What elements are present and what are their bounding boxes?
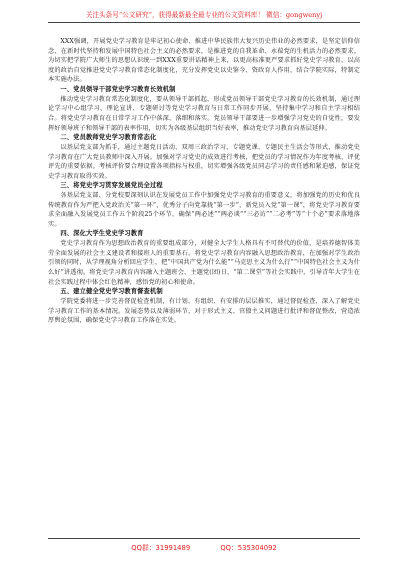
footer-qq-group: QQ群：31991489: [131, 544, 191, 552]
section-paragraph-1: 推动党史学习教育常态化制度化，要从领导干部抓起，形成党员领导干部党史学习教育的长效机制，通过理论学习中心组学习、理论宣讲、专题研讨等党史学习教育与日常工作同步开展，坚持集中学习和自主学习相结合。将党史学习教育在日常学习工作中落深、落细和落实。党员领导干部要进一步增强学习党史的自觉性，要发挥好领导班子和领导干部的表率作用，切实为各级基层组织当好表率，推动党史学习教育向基层延伸。: [48, 95, 360, 132]
section-paragraph-3: 各基层党支部、分党校要深刻认识在发展党员工作中加强党史学习教育的重要意义，将加强党的历史和优良传统教育作为严把入党政治关“第一环”，优秀分子向党靠拢“第一步”，新党员入党“第一课”，将党史学习教育要求全面融入发展党员工作五个阶段25个环节，确保“两必述”“两必谈”“三必访”“二必考”等“十个必”要求落地落实。: [48, 192, 360, 228]
section-heading-2: 二、党员教师党史学习教育常态化: [60, 134, 157, 142]
footer-qq: QQ：535304092: [220, 544, 277, 552]
page-footer: [48, 538, 360, 552]
section-heading-1: 一、党员领导干部党史学习教育长效机制: [60, 85, 176, 93]
section-heading-3: 三、将党史学习贯穿发展党员全过程: [60, 182, 163, 190]
section-paragraph-5: 学院党委将进一步完善督促检查机制，有计划、有组织、有安排的层层推实，通过督促检查，深入了解党史学习教育工作的基本情况。发展态势以及薄弱环节，对于形式主义、官僚主义问题进行批评和督促整改，营造浓厚舆论氛围，确保党史学习教育工作落在实处。: [48, 298, 360, 325]
document-body: [48, 37, 360, 326]
section-paragraph-4: 党史学习教育作为思想政治教育的重要组成部分，对健全大学生人格具有不可替代的价值，是培养德智体美劳全面发展的社会主义建设者和接班人的重要基石。将党史学习教育内容融入思想政治教育，在加强对学生政治引领的同时，从学理视角分析回应学生，把“中国共产党为什么能”“马克思主义为什么行”“中国特色社会主义为什么好”讲透彻。将党史学习教育内容融入主题班会、主题党(团)日、“第二课堂”等社会实践中，引导青年大学生在社会实践过程中体会红色精神，感悟党的初心和使命。: [48, 240, 360, 286]
section-paragraph-2: 以基层党支部为抓手，通过主题党日活动、双周三政治学习、专题党课、专题民主生活会等形式，推动党史学习教育在广大党员教师中深入开展。加强对学习党史的成效进行考核，把党员的学习情况作为年度考核、评优评先的重要依据。考核评价要合理设置各项指标与权重，切实增强各级党员同志学习的责任感和紧迫感，保证党史学习教育取得实效。: [48, 143, 360, 180]
intro-paragraph: XXX强调，开展党史学习教育是牢记初心使命、推进中华民族伟大复兴历史伟业的必然要求，是坚定信仰信念、在新时代坚持和发展中国特色社会主义的必然要求，是推进党的自我革命、永葆党的生机活力的必然要求。为切实把学院广大师生的思想认识统一到XXX重要讲话精神上来，以更高标准更严要求抓好党史学习教育，以高度的政治自觉推进党史学习教育常态化制度化，充分发挥党史以史鉴今、资政育人作用，结合学院实际，特制定本实施办法。: [48, 38, 360, 84]
header-promo-text: 关注头条号“公文研究”，获得最新最全最专业的公文资料库！ 微信：gongwenyj: [85, 11, 323, 19]
page-header: [48, 10, 360, 23]
section-heading-4: 四、深化大学生党史学习教育: [60, 230, 144, 238]
section-heading-5: 五、建立健全党史学习教育督查机制: [60, 288, 163, 296]
